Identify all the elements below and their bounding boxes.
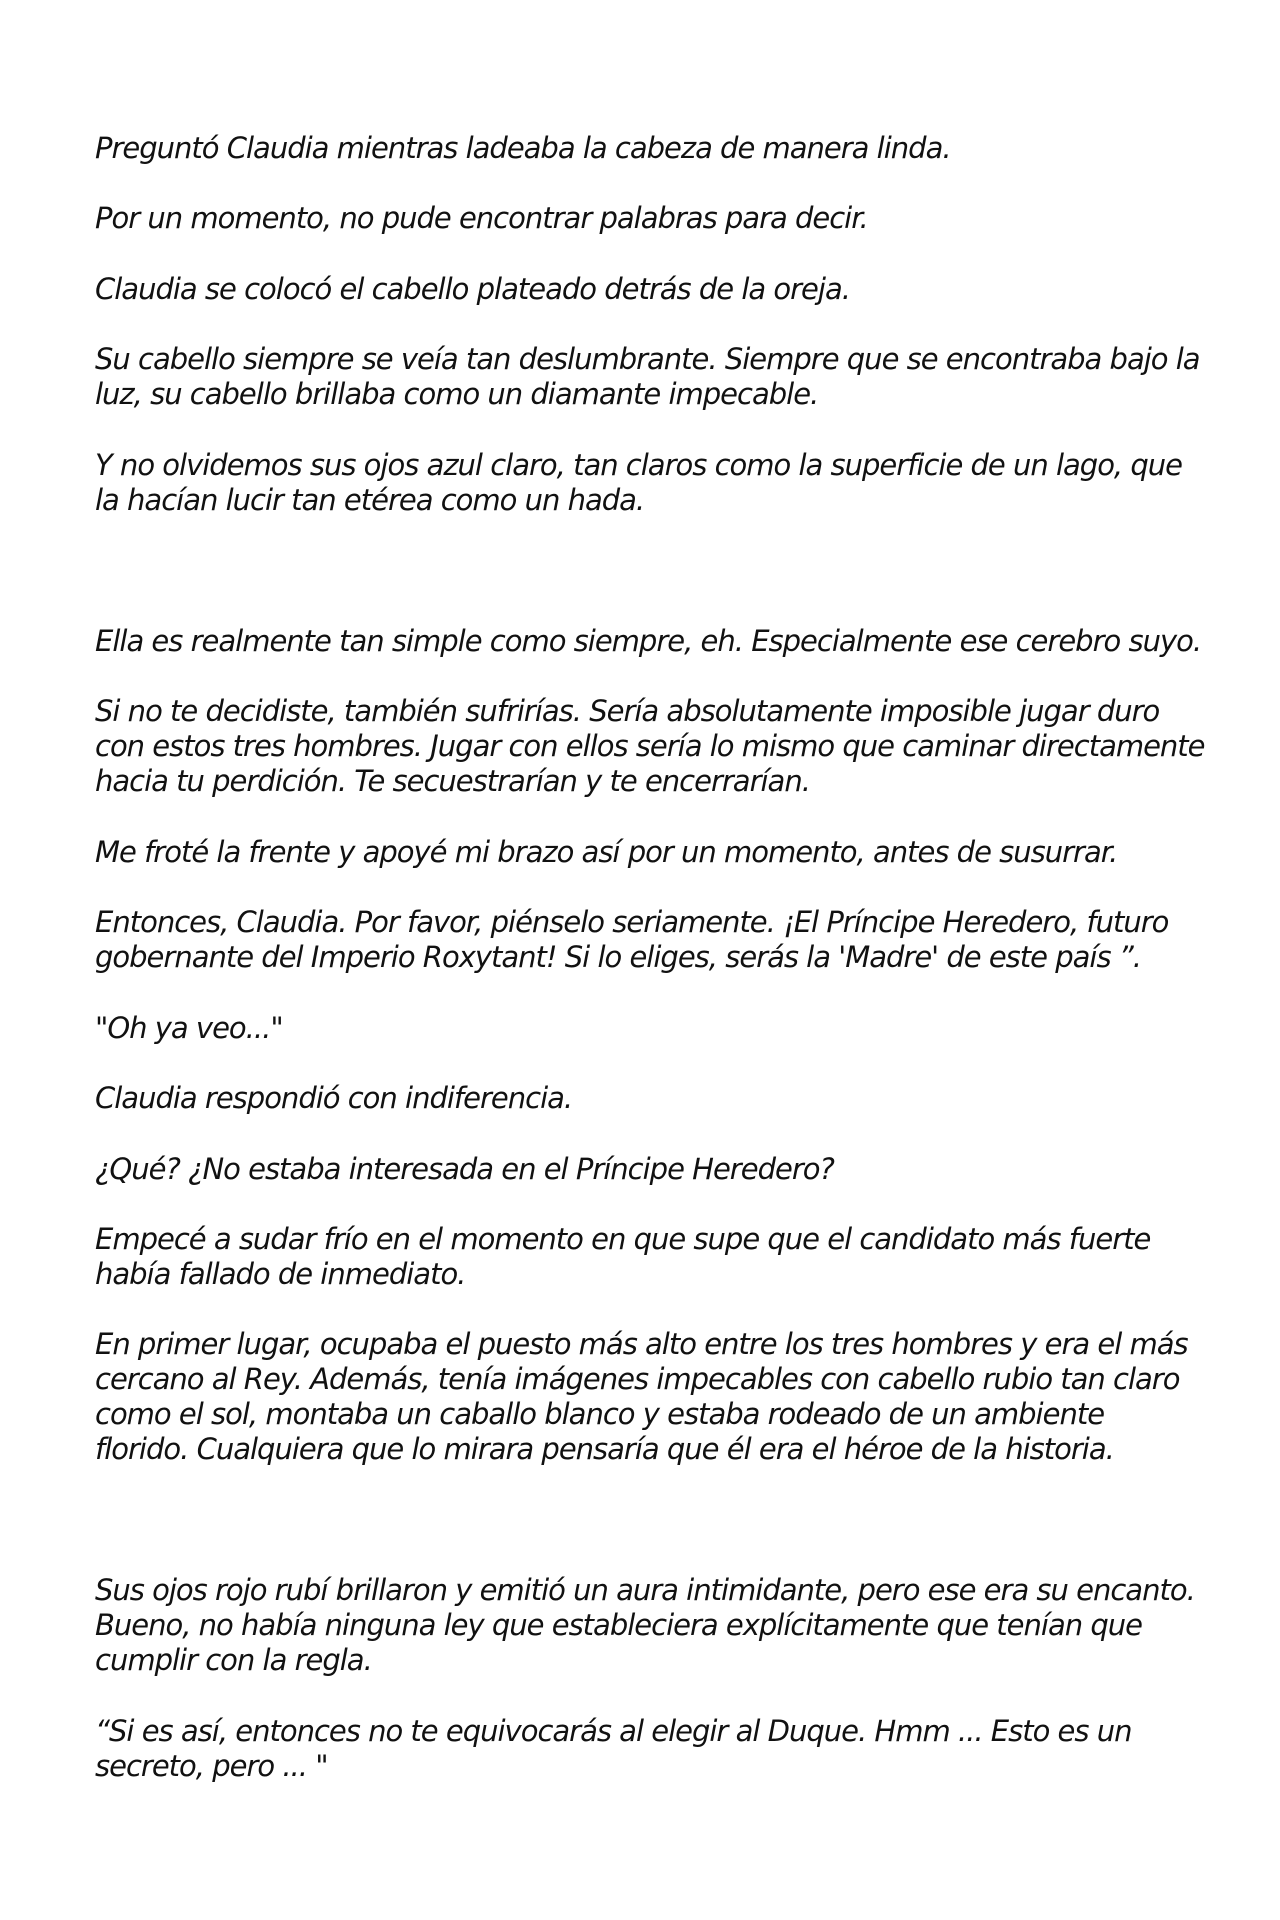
text-line: "Oh ya veo..."	[95, 1011, 283, 1045]
text-line: con estos tres hombres. Jugar con ellos sería lo mismo que caminar directamente	[95, 729, 1205, 763]
text-line: como el sol, montaba un caballo blanco y estaba rodeado de un ambiente	[95, 1397, 1105, 1431]
text-line: Ella es realmente tan simple como siempre, eh. Especialmente ese cerebro suyo.	[95, 624, 1202, 658]
paragraph	[95, 131, 1145, 166]
text-line: florido. Cualquiera que lo mirara pensaría que él era el héroe de la historia.	[95, 1432, 1114, 1466]
text-line: hacia tu perdición. Te secuestrarían y te encerrarían.	[95, 764, 810, 798]
text-line: Si no te decidiste, también sufrirías. Sería absolutamente imposible jugar duro	[95, 694, 1160, 728]
paragraph	[95, 1573, 1195, 1678]
paragraph	[95, 272, 1145, 307]
paragraph	[95, 1327, 1188, 1467]
text-line: Claudia respondió con indiferencia.	[95, 1081, 573, 1115]
paragraph	[95, 624, 1202, 659]
paragraph	[95, 835, 1145, 870]
text-line: Bueno, no había ninguna ley que estableciera explícitamente que tenían que	[95, 1608, 1142, 1642]
text-line: Entonces, Claudia. Por favor, piénselo seriamente. ¡El Príncipe Heredero, futuro	[95, 905, 1169, 939]
text-line: luz, su cabello brillaba como un diamante impecable.	[95, 377, 819, 411]
text-line: había fallado de inmediato.	[95, 1257, 466, 1291]
text-line: Empecé a sudar frío en el momento en que supe que el candidato más fuerte	[95, 1222, 1151, 1256]
paragraph	[95, 448, 1183, 518]
paragraph	[95, 1081, 1145, 1116]
text-line: secreto, pero ... "	[95, 1749, 328, 1783]
paragraph	[95, 342, 1200, 412]
text-line: gobernante del Imperio Roxytant! Si lo eliges, serás la 'Madre' de este país ”.	[95, 940, 1142, 974]
paragraph	[95, 1222, 1151, 1292]
text-line: Por un momento, no pude encontrar palabras para decir.	[95, 201, 868, 235]
text-line: la hacían lucir tan etérea como un hada.	[95, 483, 645, 517]
paragraph	[95, 905, 1169, 975]
text-line: Su cabello siempre se veía tan deslumbrante. Siempre que se encontraba bajo la	[95, 342, 1200, 376]
text-line: cercano al Rey. Además, tenía imágenes impecables con cabello rubio tan claro	[95, 1362, 1180, 1396]
text-line: En primer lugar, ocupaba el puesto más alto entre los tres hombres y era el más	[95, 1327, 1188, 1361]
text-line: “Si es así, entonces no te equivocarás al elegir al Duque. Hmm ... Esto es un	[95, 1714, 1132, 1748]
text-line: Preguntó Claudia mientras ladeaba la cabeza de manera linda.	[95, 131, 951, 165]
text-line: Sus ojos rojo rubí brillaron y emitió un aura intimidante, pero ese era su encanto.	[95, 1573, 1195, 1607]
text-line: Claudia se colocó el cabello plateado detrás de la oreja.	[95, 272, 850, 306]
text-line: ¿Qué? ¿No estaba interesada en el Príncipe Heredero?	[95, 1152, 834, 1186]
text-line: Y no olvidemos sus ojos azul claro, tan claros como la superficie de un lago, que	[95, 448, 1183, 482]
paragraph	[95, 201, 1145, 236]
paragraph	[95, 1152, 1145, 1187]
text-line: cumplir con la regla.	[95, 1643, 372, 1677]
paragraph	[95, 1714, 1145, 1784]
paragraph	[95, 1011, 1145, 1046]
paragraph	[95, 694, 1205, 799]
text-line: Me froté la frente y apoyé mi brazo así por un momento, antes de susurrar.	[95, 835, 1118, 869]
